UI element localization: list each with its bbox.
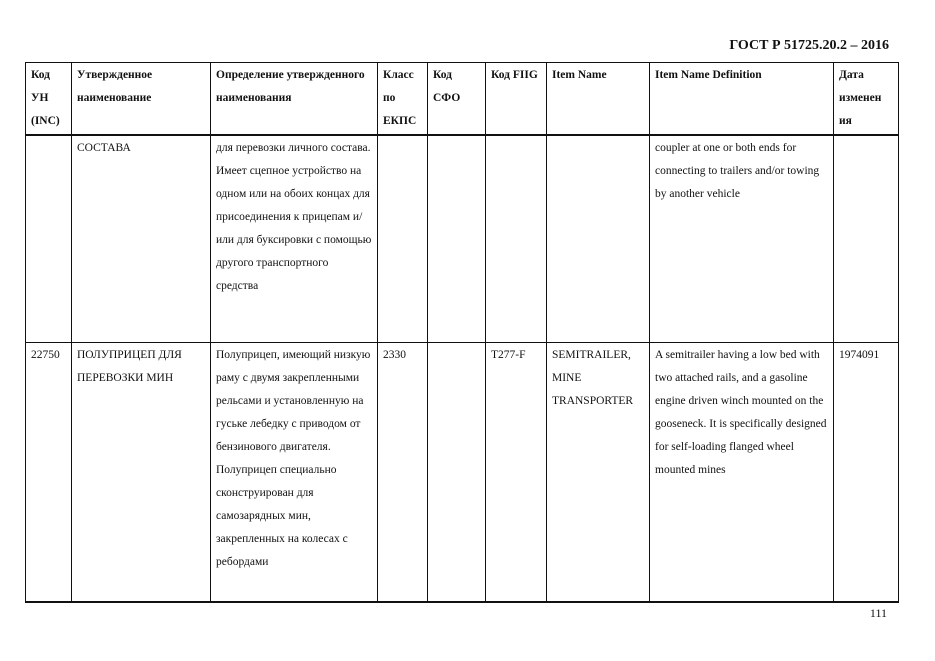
table-row xyxy=(26,135,899,342)
cell-name-definition: для перевозки личного состава. Имеет сцепное устройство на одном или на обоих концах для присоединения к прицепам и/или для буксировки с помощью другого транспортного средства xyxy=(211,135,378,342)
column-header-item-name: Item Name xyxy=(547,63,650,136)
cell-fiig-code: T277-F xyxy=(486,342,547,602)
cell-change-date xyxy=(834,135,899,342)
table-row xyxy=(26,342,899,602)
cell-class: 2330 xyxy=(378,342,428,602)
column-header-sfo-code: Код СФО xyxy=(428,63,486,136)
column-header-name-definition: Определение утвержденного наименования xyxy=(211,63,378,136)
column-header-approved-name: Утвержденное наименование xyxy=(72,63,211,136)
cell-approved-name: ПОЛУПРИЦЕП ДЛЯ ПЕРЕВОЗКИ МИН xyxy=(72,342,211,602)
cell-change-date: 1974091 xyxy=(834,342,899,602)
page-number: 111 xyxy=(869,606,887,620)
cell-sfo-code xyxy=(428,342,486,602)
cell-item-name-definition: coupler at one or both ends for connecting to trailers and/or towing by another vehicle xyxy=(650,135,834,342)
cell-inc: 22750 xyxy=(26,342,72,602)
cell-item-name-definition: A semitrailer having a low bed with two attached rails, and a gasoline engine driven winch mounted on the gooseneck. It is specifically designed for self-loading flanged wheel mounted mines xyxy=(650,342,834,602)
column-header-inc: Код УН (INC) xyxy=(26,63,72,136)
column-header-class: Класс по ЕКПС xyxy=(378,63,428,136)
cell-approved-name: СОСТАВА xyxy=(72,135,211,342)
column-header-change-date: Дата изменен ия xyxy=(834,63,899,136)
column-header-fiig-code: Код FIIG xyxy=(486,63,547,136)
cell-item-name xyxy=(547,135,650,342)
document-standard-header: ГОСТ Р 51725.20.2 – 2016 xyxy=(729,38,889,53)
column-header-item-name-definition: Item Name Definition xyxy=(650,63,834,136)
cell-name-definition: Полуприцеп, имеющий низкую раму с двумя закрепленными рельсами и установленную на гуське лебедку с приводом от бензинового двигателя. Полуприцеп специально сконструирован для самозарядных мин, закрепленных на колесах с ребордами xyxy=(211,342,378,602)
cell-item-name: SEMITRAILER, MINE TRANSPORTER xyxy=(547,342,650,602)
cell-inc xyxy=(26,135,72,342)
cell-class xyxy=(378,135,428,342)
nomenclature-table xyxy=(25,62,899,603)
cell-fiig-code xyxy=(486,135,547,342)
cell-sfo-code xyxy=(428,135,486,342)
table-header-row xyxy=(26,63,899,136)
